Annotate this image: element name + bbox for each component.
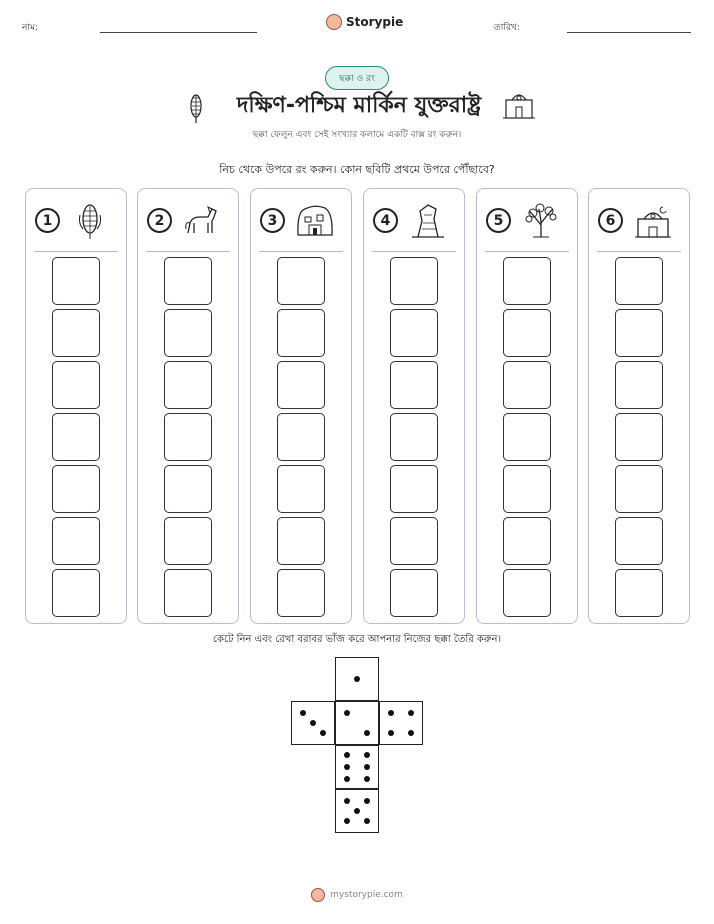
brand-logo (326, 14, 403, 30)
color-box[interactable] (615, 361, 663, 409)
die-pip (344, 752, 350, 758)
tree-icon (521, 201, 561, 241)
column-1 (25, 188, 127, 624)
column-number: 3 (260, 208, 285, 233)
color-box[interactable] (164, 569, 212, 617)
activity-badge: ছক্কা ও রং (325, 66, 389, 90)
divider (372, 251, 456, 252)
color-box[interactable] (164, 517, 212, 565)
die-pip (408, 730, 414, 736)
corn-icon (186, 92, 206, 124)
corn-icon (70, 201, 110, 241)
color-box[interactable] (52, 361, 100, 409)
color-box[interactable] (277, 257, 325, 305)
color-box[interactable] (503, 413, 551, 461)
die-face-5 (335, 789, 379, 833)
color-box[interactable] (277, 361, 325, 409)
rock-formation-icon (408, 201, 448, 241)
column-number: 2 (147, 208, 172, 233)
die-pip (344, 776, 350, 782)
mission-church-icon (503, 86, 535, 120)
die-pip (388, 730, 394, 736)
color-box[interactable] (164, 257, 212, 305)
color-box[interactable] (390, 465, 438, 513)
column-4 (363, 188, 465, 624)
divider (34, 251, 118, 252)
column-number: 6 (598, 208, 623, 233)
die-pip (364, 776, 370, 782)
die-face-4 (379, 701, 423, 745)
die-pip (344, 798, 350, 804)
divider (597, 251, 681, 252)
die-pip (364, 730, 370, 736)
color-box[interactable] (52, 517, 100, 565)
die-pip (388, 710, 394, 716)
color-box[interactable] (277, 413, 325, 461)
die-pip (310, 720, 316, 726)
color-box[interactable] (164, 413, 212, 461)
color-box[interactable] (503, 361, 551, 409)
divider (146, 251, 230, 252)
mission-church-icon (633, 201, 673, 241)
die-pip (344, 818, 350, 824)
color-box[interactable] (615, 569, 663, 617)
color-box[interactable] (390, 569, 438, 617)
color-box[interactable] (615, 517, 663, 565)
color-box[interactable] (615, 465, 663, 513)
column-3 (250, 188, 352, 624)
color-box[interactable] (52, 257, 100, 305)
column-number: 5 (486, 208, 511, 233)
color-box[interactable] (390, 413, 438, 461)
color-box[interactable] (503, 257, 551, 305)
die-pip (364, 818, 370, 824)
name-label: নাম: (22, 23, 39, 33)
color-box[interactable] (52, 569, 100, 617)
color-box[interactable] (390, 257, 438, 305)
brand-name: Storypie (346, 15, 404, 29)
die-pip (408, 710, 414, 716)
color-box[interactable] (503, 309, 551, 357)
die-pip (344, 764, 350, 770)
storypie-mascot-icon (326, 14, 342, 30)
page-title: দক্ষিণ-পশ্চিম মার্কিন যুক্তরাষ্ট্র (236, 93, 482, 118)
color-box[interactable] (277, 569, 325, 617)
die-pip (320, 730, 326, 736)
subtitle: ছক্কা ফেলুন এবং সেই সংখ্যার কলামে একটি বাক্স রং করুন। (252, 130, 462, 140)
divider (259, 251, 343, 252)
cut-instruction: কেটে নিন এবং রেখা বরাবর ভাঁজ করে আপনার নিজের ছক্কা তৈরি করুন। (212, 634, 502, 645)
color-box[interactable] (277, 517, 325, 565)
die-pip (354, 808, 360, 814)
die-face-2 (335, 701, 379, 745)
die-face-6 (335, 745, 379, 789)
color-box[interactable] (615, 413, 663, 461)
color-box[interactable] (615, 309, 663, 357)
color-box[interactable] (503, 569, 551, 617)
color-box[interactable] (52, 309, 100, 357)
die-pip (364, 752, 370, 758)
color-box[interactable] (164, 465, 212, 513)
footer (0, 888, 714, 902)
color-box[interactable] (52, 465, 100, 513)
column-2 (137, 188, 239, 624)
divider (485, 251, 569, 252)
color-box[interactable] (164, 309, 212, 357)
die-face-1 (335, 657, 379, 701)
color-box[interactable] (277, 465, 325, 513)
storypie-mascot-icon (311, 888, 325, 902)
die-pip (300, 710, 306, 716)
die-pip (364, 798, 370, 804)
color-box[interactable] (390, 309, 438, 357)
color-box[interactable] (503, 517, 551, 565)
instruction: নিচ থেকে উপরে রং করুন। কোন ছবিটি প্রথমে উপরে পৌঁছাবে? (219, 163, 495, 176)
name-line[interactable] (100, 32, 257, 33)
cliff-dwelling-icon (295, 201, 335, 241)
column-number: 4 (373, 208, 398, 233)
color-box[interactable] (52, 413, 100, 461)
column-5 (476, 188, 578, 624)
color-box[interactable] (390, 517, 438, 565)
column-6 (588, 188, 690, 624)
color-box[interactable] (503, 465, 551, 513)
die-face-3 (291, 701, 335, 745)
die-pip (364, 764, 370, 770)
horse-icon (182, 201, 222, 241)
footer-url[interactable]: mystorypie.com (330, 890, 403, 900)
die-pip (354, 676, 360, 682)
date-label: তারিখ: (494, 23, 520, 33)
date-line[interactable] (567, 32, 691, 33)
column-number: 1 (35, 208, 60, 233)
die-pip (344, 710, 350, 716)
color-box[interactable] (390, 361, 438, 409)
color-box[interactable] (164, 361, 212, 409)
color-box[interactable] (615, 257, 663, 305)
color-box[interactable] (277, 309, 325, 357)
